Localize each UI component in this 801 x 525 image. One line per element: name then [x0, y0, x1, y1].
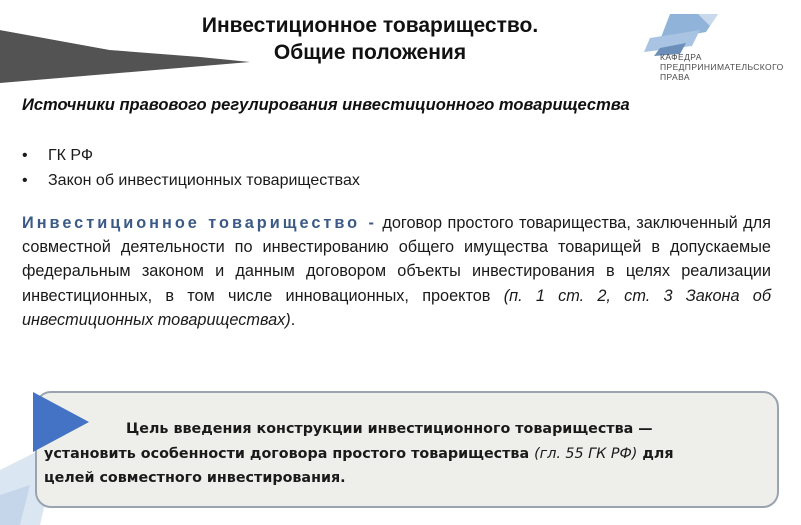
logo-line-3: ПРАВА — [660, 72, 690, 82]
goal-line-1: Цель введения конструкции инвестиционного товарищества — — [126, 421, 653, 437]
source-item-law: • Закон об инвестиционных товариществах — [22, 168, 360, 193]
definition-term: Инвестиционное товарищество - — [22, 214, 377, 232]
goal-line-3: целей совместного инвестирования. — [44, 470, 346, 486]
logo-line-1: КАФЕДРА — [660, 52, 702, 62]
definition-end: . — [290, 310, 296, 329]
logo-line-2: ПРЕДПРИНИМАТЕЛЬСКОГО — [660, 62, 784, 72]
goal-text — [44, 417, 754, 491]
goal-line-2-end: для — [637, 445, 674, 462]
sources-list — [22, 143, 360, 193]
goal-reference: (гл. 55 ГК РФ) — [534, 445, 638, 462]
section-subtitle: Источники правового регулирования инвестиционного товарищества — [22, 96, 630, 114]
goal-line-2 — [44, 442, 754, 467]
page-title — [120, 12, 620, 66]
source-item-gk: • ГК РФ — [22, 143, 360, 168]
logo-text — [660, 52, 784, 82]
definition-reference: (п. 1 ст. 2, ст. 3 Закона об инвестиционных товариществах) — [22, 286, 771, 329]
goal-line-2-start: установить особенности договора простого товарищества — [44, 445, 535, 462]
title-line-1: Инвестиционное товарищество. — [201, 14, 539, 37]
definition-paragraph — [22, 211, 771, 332]
title-line-2: Общие положения — [273, 41, 467, 64]
definition-body: договор простого товарищества, заключенный для совместной деятельности по инвестированию общего имущества товарищей в допускаемые федеральным законом и данным договором объекты инвестирования в целях реализации инвестиционных, в том числе инновационных, проектов — [22, 214, 771, 305]
